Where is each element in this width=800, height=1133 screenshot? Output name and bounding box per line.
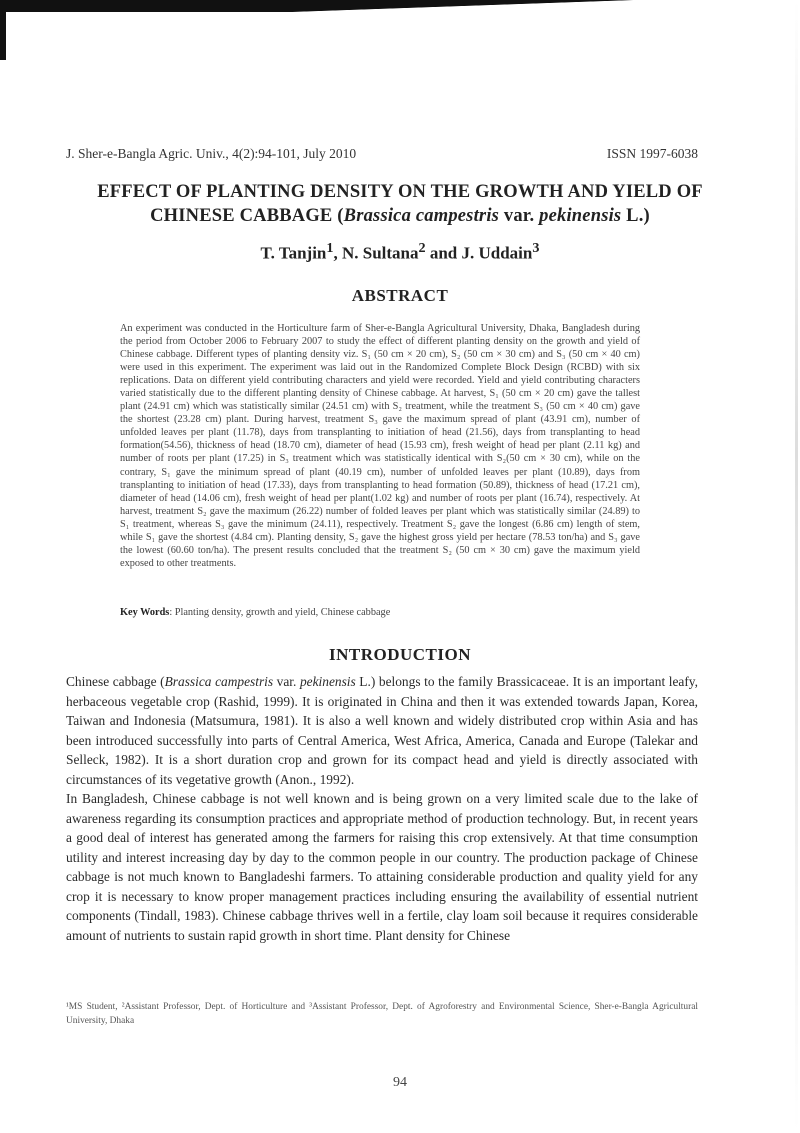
affiliation-footnote: ¹MS Student, ²Assistant Professor, Dept. of Horticulture and ³Assistant Professor, Dept. of Agroforestry and Environmental Science, Sher-e-Bangla Agricultural University, Dhaka (66, 1002, 698, 1026)
intro-p1-var: var. (273, 674, 300, 689)
keywords (120, 607, 640, 618)
author-2-affiliation: 2 (418, 240, 426, 256)
scan-border-right (795, 0, 798, 1133)
scan-border-left (0, 0, 6, 60)
author-1: T. Tanjin (260, 243, 327, 263)
intro-p1-variety: pekinensis (299, 674, 356, 689)
keywords-list: : Planting density, growth and yield, Chinese cabbage (169, 607, 391, 618)
intro-p1-species: Brassica campestris (164, 674, 274, 689)
intro-p1-rest: L.) belongs to the family Brassicaceae. It is an important leafy, herbaceous vegetable crop (Rashid, 1999). It is originated in China and then it was extended towards Japan, Korea, Taiwan and Indonesia (Matsumura, 1981). It is also a well known and widely distributed crop within Asia and has been introduced successfully into parts of Central America, West Africa, America, Canada and Europe (Talekar and Selleck, 1982). It is a short duration crop and grown for its compact head and yield is directly associated with circumstances of its vegetative growth (Anon., 1992). (66, 674, 698, 787)
page-number: 94 (393, 1075, 407, 1090)
intro-paragraph-1 (66, 672, 698, 789)
title-line-1: EFFECT OF PLANTING DENSITY ON THE GROWTH AND YIELD OF (97, 182, 703, 202)
author-list (50, 240, 750, 264)
author-3: J. Uddain (461, 243, 533, 263)
introduction-body (66, 672, 698, 945)
intro-paragraph-2: In Bangladesh, Chinese cabbage is not well known and is being grown on a very limited scale due to the lake of awareness regarding its consumption practices and appropriate method of production technology. But, in recent years a good deal of interest has generated among the farmers for raising this crop extensively. At that time consumption utility and interest increasing day by day to the common people in our country. The production package of Chinese cabbage is not much known to Bangladeshi farmers. To attaining considerable production and quality yield for any crop it is necessary to know proper management practices including ensuring the availability of essential nutrient components (Tindall, 1983). Chinese cabbage thrives well in a fertile, clay loam soil because it requires considerable amount of nutrients to sustain rapid growth in short time. Plant density for Chinese (66, 791, 698, 943)
keywords-label: Key Words (120, 607, 170, 618)
author-3-affiliation: 3 (532, 240, 540, 256)
author-2: N. Sultana (341, 243, 419, 263)
intro-p1-start: Chinese cabbage ( (66, 674, 165, 689)
title-prefix: CHINESE CABBAGE ( (150, 206, 344, 226)
author-separator-1: , (333, 243, 342, 263)
author-separator-2: and (425, 243, 462, 263)
journal-citation: J. Sher-e-Bangla Agric. Univ., 4(2):94-101, July 2010 (66, 146, 357, 161)
scan-border-top (0, 0, 800, 12)
author-1-affiliation: 1 (326, 240, 334, 256)
title-variety: pekinensis (539, 206, 622, 226)
title-line-2 (50, 204, 750, 228)
title-var: var. (499, 206, 540, 226)
title-suffix: L.) (621, 206, 650, 226)
paper-title (50, 180, 750, 228)
introduction-heading: INTRODUCTION (328, 645, 472, 664)
abstract-heading: ABSTRACT (351, 286, 449, 305)
journal-header (66, 146, 698, 162)
abstract-text: An experiment was conducted in the Horticulture farm of Sher-e-Bangla Agricultural University, Dhaka, Bangladesh during the period from October 2006 to February 2007 to study the effect of different planting density on the growth and yield of Chinese cabbage. Different types of planting density viz. S₁ (50 cm × 20 cm), S₂ (50 cm × 30 cm) and S₃ (50 cm × 40 cm) were used in this experiment. The experiment was laid out in the Randomized Complete Block Design (RCBD) with six replications. Data on different yield contributing characters and yield were recorded. Yield and yield contributing characters varied statistically due to the different planting density of Chinese cabbage. At harvest, S₁ (50 cm × 20 cm) gave the tallest plant (24.91 cm) which was statistically similar (24.51 cm) with S₂ treatment, while the treatment S₃ (50 cm × 40 cm) gave the shortest (23.28 cm) plant. During harvest, treatment S₃ gave the maximum spread of plant (43.91 cm), number of unfolded leaves per plant (11.78), days from transplanting to initiation of head (21.56), days from transplanting to head formation(54.56), thickness of head (18.70 cm), diameter of head (15.93 cm), fresh weight of head per plant (2.11 kg) and number of roots per plant (17.25) in S₃ treatment which was statistically identical with S₂(50 cm × 30 cm), while on the contrary, S₁ gave the minimum spread of plant (40.19 cm), number of unfolded leaves per plant (10.89), days from transplanting to initiation of head (17.33), days from transplanting to head formation (50.89), thickness of head (17.21 cm), diameter of head (14.06 cm), fresh weight of head per plant(1.02 kg) and number of roots per plant (16.74), respectively. At harvest, treatment S₂ gave the maximum (26.22) number of folded leaves per plant which was statistically similar (24.89) to S₁ treatment, whereas S₃ gave the minimum (24.11), respectively. Treatment S₂ gave the longest (6.86 cm) length of stem, while S₁ gave the shortest (4.84 cm). Planting density, S₂ gave the highest gross yield per hectare (78.53 ton/ha) and S₃ gave the lowest (60.60 ton/ha). The present results concluded that the treatment S₂ (50 cm × 30 cm) gave the maximum yield exposed to other treatments. (120, 323, 640, 569)
journal-issn: ISSN 1997-6038 (606, 146, 698, 161)
title-species: Brassica campestris (343, 206, 500, 226)
